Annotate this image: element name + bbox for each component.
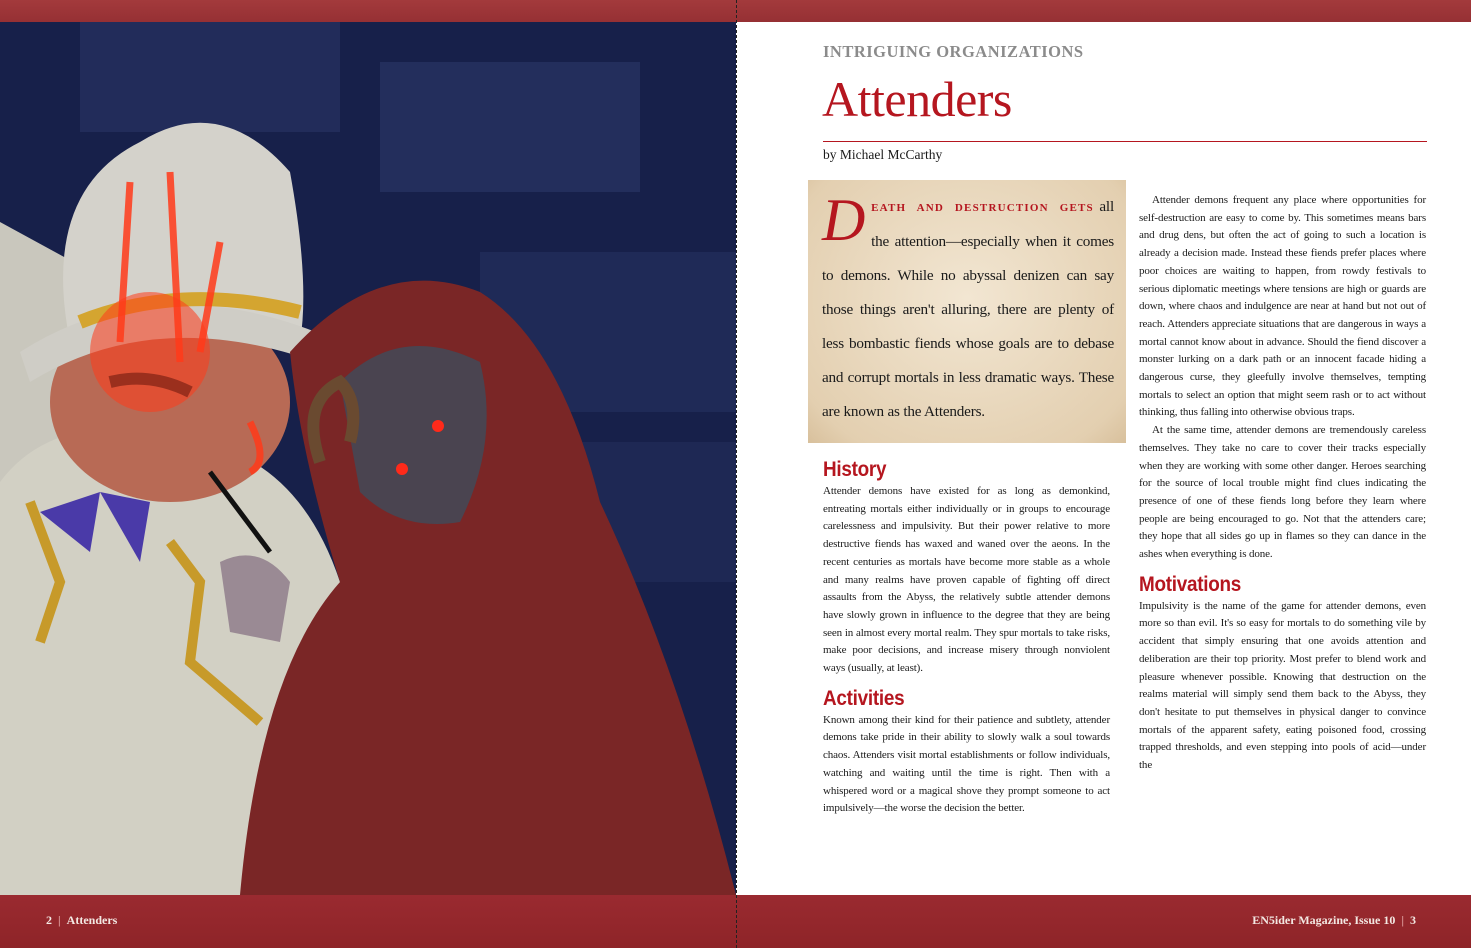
attenders-illustration xyxy=(0,22,736,895)
right-footer-publication: EN5ider Magazine, Issue 10 xyxy=(1252,913,1396,927)
intro-text: all the attention—especially when it comes to demons. While no abyssal denizen can say those things aren't alluring, there are plenty of less bombastic fiends whose goals are to debase and corrupt mortals in less dramatic ways. These are known as the Attenders. xyxy=(822,198,1114,420)
intro-sidebar xyxy=(808,180,1126,443)
left-footer: 2 | Attenders xyxy=(46,913,118,927)
history-paragraph: Attender demons have existed for as long as demonkind, entreating mortals either individually or in groups to encourage carelessness and impulsivity. But their power relative to more destructive fiends has waxed and waned over the aeons. In the recent centuries as mortals have become more stable as a whole and many realms have proven capable of fighting off direct assaults from the Abyss, the relatively subtle attender demons have slowly grown in influence to the degree that they are being seen in almost every mortal realm. They spur mortals to take risks, make poor decisions, and increase misery through nonviolent ways (usually, at least). xyxy=(823,485,1110,675)
heading-motivations: Motivations xyxy=(1139,572,1242,596)
activities-paragraph-2: Attender demons frequent any place where opportunities for self-destruction are easy to come by. This sometimes means bars and drug dens, but often the act of going to such a location is already a decision made. Instead these fiends prefer places where poor choices are waiting to happen, from rowdy festivals to serious diplomatic meetings where tensions are high or guards are down, where chaos and indulgence are near at hand but not out of reach. Attenders appreciate situations that are dangerous in ways a mortal cannot know about in advance. Should the fiend discover a monster lurking on a dark path or an innocent facade hiding a dangerous curse, they gleefully involve themselves, tempting mortals to select an option that might seem rash or to act without thinking, thus falling into otherwise obvious traps. xyxy=(1139,194,1426,419)
intro-small-caps: EATH AND DESTRUCTION GETS xyxy=(871,202,1094,214)
heading-history: History xyxy=(823,458,887,481)
article-title: Attenders xyxy=(822,71,1012,127)
section-kicker: INTRIGUING ORGANIZATIONS xyxy=(823,42,1084,61)
left-column xyxy=(823,457,1110,893)
drop-cap: D xyxy=(822,187,866,253)
left-page-number: 2 xyxy=(46,913,52,927)
right-footer: EN5ider Magazine, Issue 10 | 3 xyxy=(1252,913,1416,927)
page-spine xyxy=(736,0,737,948)
heading-activities: Activities xyxy=(823,686,905,710)
activities-paragraph-1: Known among their kind for their patience and subtlety, attender demons take pride in their ability to slowly walk a soul towards chaos. Attenders visit mortal establishments or follow individuals, watching and waiting until the time is right. Then with a whispered word or a magical shove they prompt someone to act impulsively—the worse the decision the better. xyxy=(823,713,1110,815)
right-column xyxy=(1139,192,1426,892)
byline: by Michael McCarthy xyxy=(823,147,943,162)
title-rule xyxy=(823,141,1427,142)
right-page-number: 3 xyxy=(1410,913,1416,927)
motivations-paragraph: Impulsivity is the name of the game for attender demons, even more so than evil. It's so easy for mortals to do something vile by accident that simply ensuring that one avoids attention and deliberation are their top priority. Most prefer to blend work and pleasure whenever possible. Knowing that destruction on the realms material will simply send them back to the Abyss, they don't hesitate to put themselves in physical danger to convince mortals of the apparent safety, eating poisoned food, crossing trapped thresholds, and even stepping into pools of acid—under the xyxy=(1139,599,1426,772)
left-footer-section: Attenders xyxy=(66,913,118,927)
activities-paragraph-3: At the same time, attender demons are tremendously careless themselves. They take no care to cover their tracks especially when they are working with some other danger. Heroes searching for the source of local trouble might find clues indicating the presence of one of these fiends long before they learn where people are being encouraged to go. Not that the attenders care; they hope that all sides go up in flames so they can dance in the ashes when everything is done. xyxy=(1139,424,1426,561)
